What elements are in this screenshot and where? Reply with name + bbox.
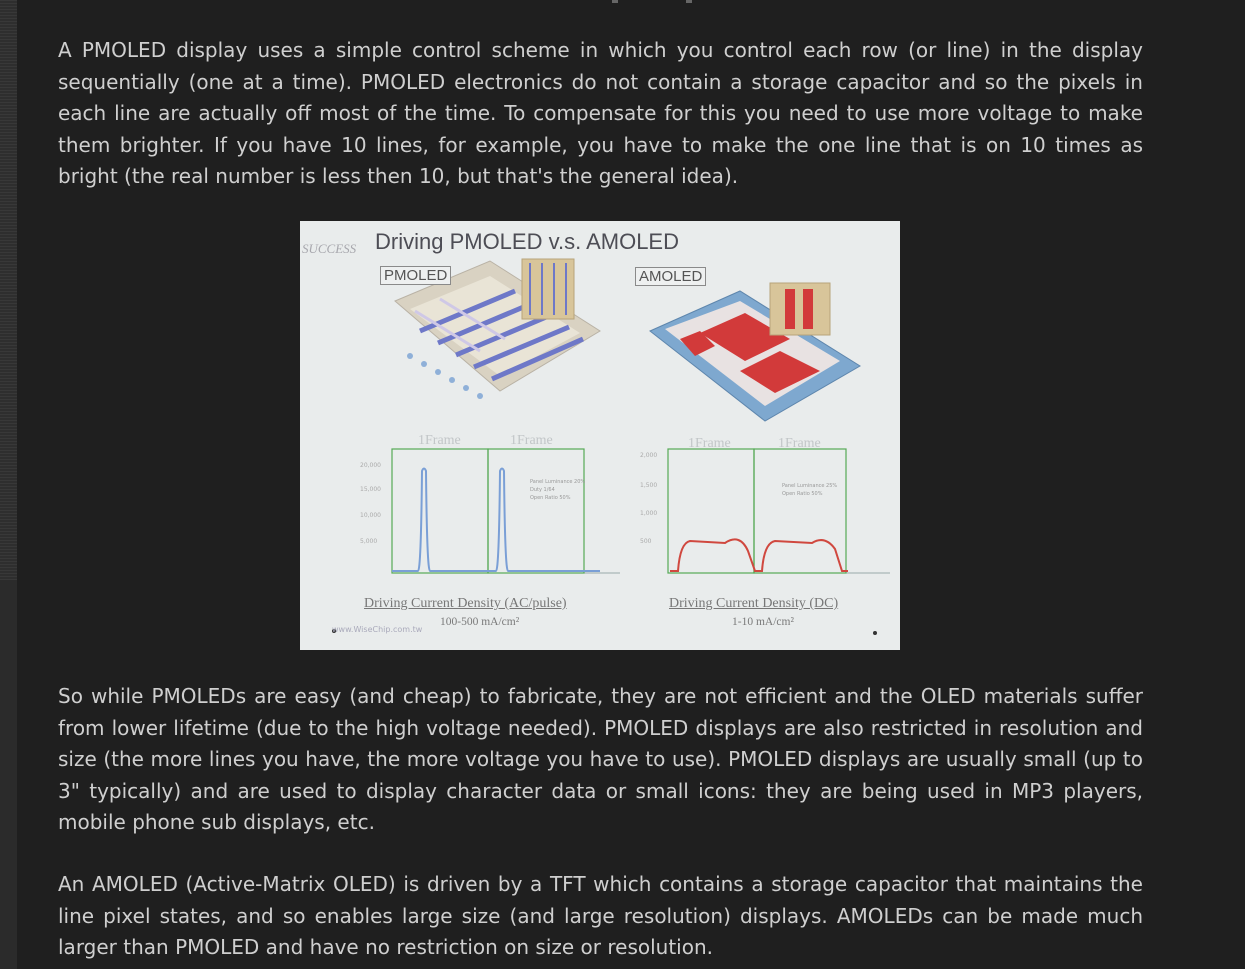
amoled-caption: Driving Current Density (DC) [669,596,839,611]
slide-title: Driving PMOLED v.s. AMOLED [375,229,679,254]
amoled-panel-drawing [650,283,860,421]
svg-text:Panel Luminance 25%: Panel Luminance 25% [782,483,838,489]
pmoled-current-range: 100-500 mA/cm² [440,616,520,628]
amoled-current-chart [640,449,890,573]
paragraph-pmoled-scheme: A PMOLED display uses a simple control scheme in which you control each row (or line) in the display sequentially (one at a time). PMOLED electronics do not contain a storage capacitor and so the pixels in each line are actually off most of the time. To compensate for this you need to use more voltage to make them brighter. If you have 10 lines, for example, you have to make the one line that is on 10 times as bright (the real number is less then 10, but that's the general idea). [58,38,1143,188]
svg-text:Open Ratio 50%: Open Ratio 50% [782,491,823,497]
svg-text:20,000: 20,000 [360,462,381,469]
top-edge-mark [686,0,692,3]
slide-website: www.WiseChip.com.tw [332,625,423,634]
svg-text:2,000: 2,000 [640,452,658,459]
svg-text:1,500: 1,500 [640,482,658,489]
frame-label: 1Frame [418,433,461,448]
frame-label: 1Frame [510,433,553,448]
amoled-label: AMOLED [635,267,706,286]
pmoled-current-chart [360,449,620,573]
slide-logo: SUCCESS [302,241,357,256]
svg-text:500: 500 [640,538,652,545]
svg-text:Panel Luminance 20%: Panel Luminance 20% [530,479,586,485]
svg-text:10,000: 10,000 [360,512,381,519]
svg-text:15,000: 15,000 [360,486,381,493]
paragraph-amoled: An AMOLED (Active-Matrix OLED) is driven by a TFT which contains a storage capacitor that maintains the line pixel states, and so enables large size (and large resolution) displays. AMOLEDs can be made much larger than PMOLED and have no restriction on size or resolution. [58,872,1143,959]
pmoled-vs-amoled-slide [300,221,900,650]
frame-label: 1Frame [778,436,821,451]
amoled-current-range: 1-10 mA/cm² [732,616,794,628]
svg-text:Open Ratio 50%: Open Ratio 50% [530,495,571,501]
svg-text:1,000: 1,000 [640,510,658,517]
pmoled-label: PMOLED [380,266,451,285]
left-rail [0,0,17,969]
top-edge-mark [612,0,618,3]
rail-texture [0,0,17,580]
svg-text:5,000: 5,000 [360,538,378,545]
svg-text:Duty 1/64: Duty 1/64 [530,487,555,493]
paragraph-pmoled-limits: So while PMOLEDs are easy (and cheap) to fabricate, they are not efficient and the OLED materials suffer from lower lifetime (due to the high voltage needed). PMOLED displays are also restricted in resolution and size (the more lines you have, the more voltage you have to use). PMOLED displays are usually small (up to 3" typically) and are used to display character data or small icons: they are being used in MP3 players, mobile phone sub displays, etc. [58,684,1143,834]
pmoled-caption: Driving Current Density (AC/pulse) [364,596,567,611]
frame-label: 1Frame [688,436,731,451]
